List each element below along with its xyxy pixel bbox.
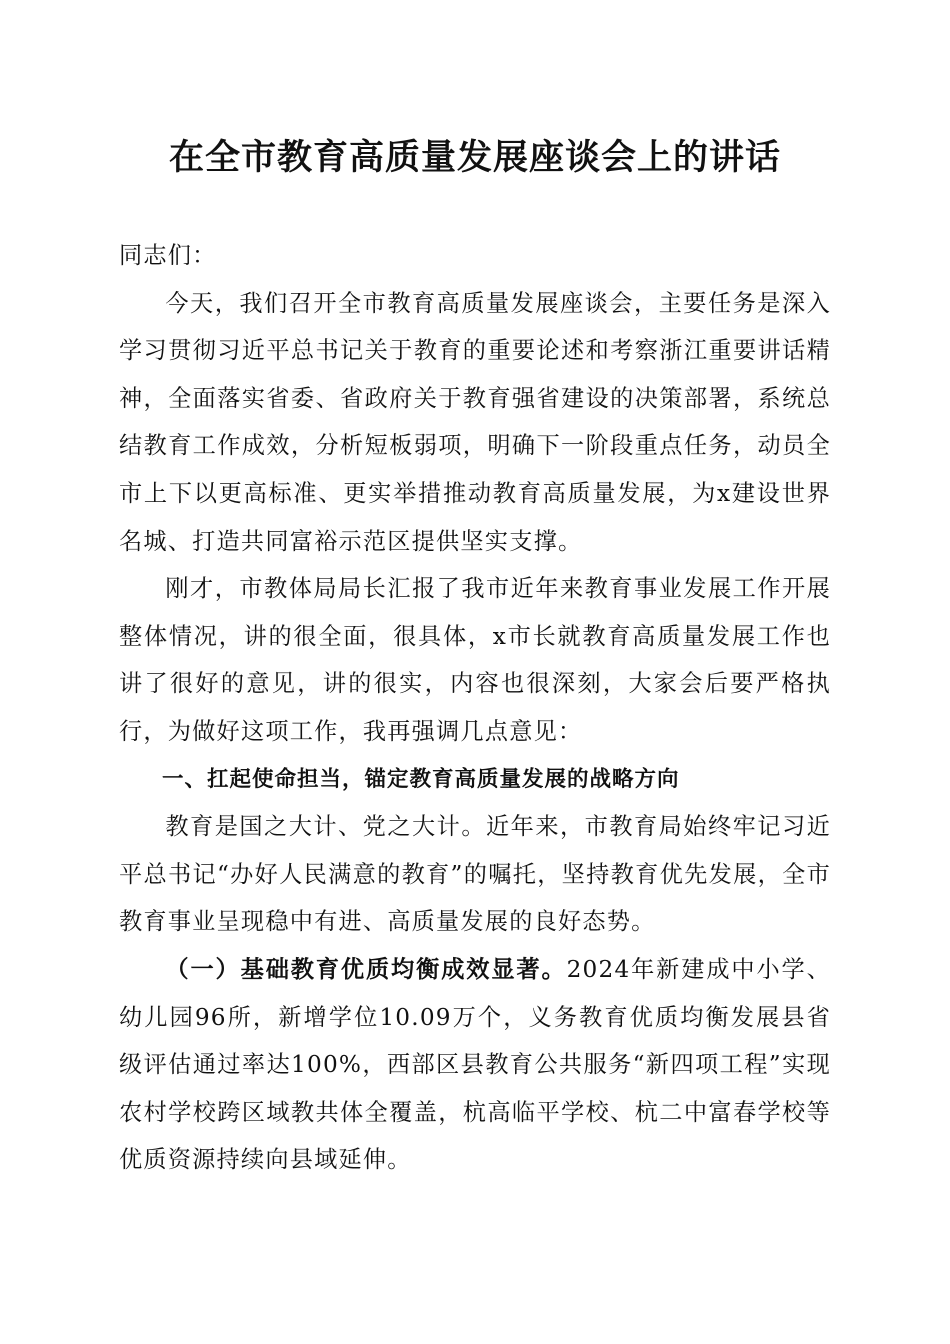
document-body xyxy=(119,232,831,1184)
salutation: 同志们： xyxy=(119,242,217,269)
document-title: 在全市教育高质量发展座谈会上的讲话 xyxy=(168,137,781,178)
paragraph-context: 刚才，市教体局局长汇报了我市近年来教育事业发展工作开展整体情况，讲的很全面，很具体，x市长就教育高质量发展工作也讲了很好的意见，讲的很实，内容也很深刻，大家会后要严格执行，为做好这项工作，我再强调几点意见： xyxy=(119,575,831,745)
paragraph-section1-intro: 教育是国之大计、党之大计。近年来，市教育局始终牢记习近平总书记“办好人民满意的教育”的嘱托，坚持教育优先发展，全市教育事业呈现稳中有进、高质量发展的良好态势。 xyxy=(119,813,831,936)
subsection-1-body: 2024年新建成中小学、幼儿园96所，新增学位10.09万个，义务教育优质均衡发展县省级评估通过率达100%，西部区县教育公共服务“新四项工程”实现农村学校跨区域教共体全覆盖，杭高临平学校、杭二中富春学校等优质资源持续向县域延伸。 xyxy=(119,955,831,1174)
paragraph-subsection-1 xyxy=(119,946,831,1184)
subsection-1-lead: （一）基础教育优质均衡成效显著。 xyxy=(165,955,567,983)
section-heading-1: 一、扛起使命担当，锚定教育高质量发展的战略方向 xyxy=(162,766,680,792)
paragraph-opening: 今天，我们召开全市教育高质量发展座谈会，主要任务是深入学习贯彻习近平总书记关于教育的重要论述和考察浙江重要讲话精神，全面落实省委、省政府关于教育强省建设的决策部署，系统总结教育工作成效，分析短板弱项，明确下一阶段重点任务，动员全市上下以更高标准、更实举措推动教育高质量发展，为x建设世界名城、打造共同富裕示范区提供坚实支撑。 xyxy=(119,289,831,555)
